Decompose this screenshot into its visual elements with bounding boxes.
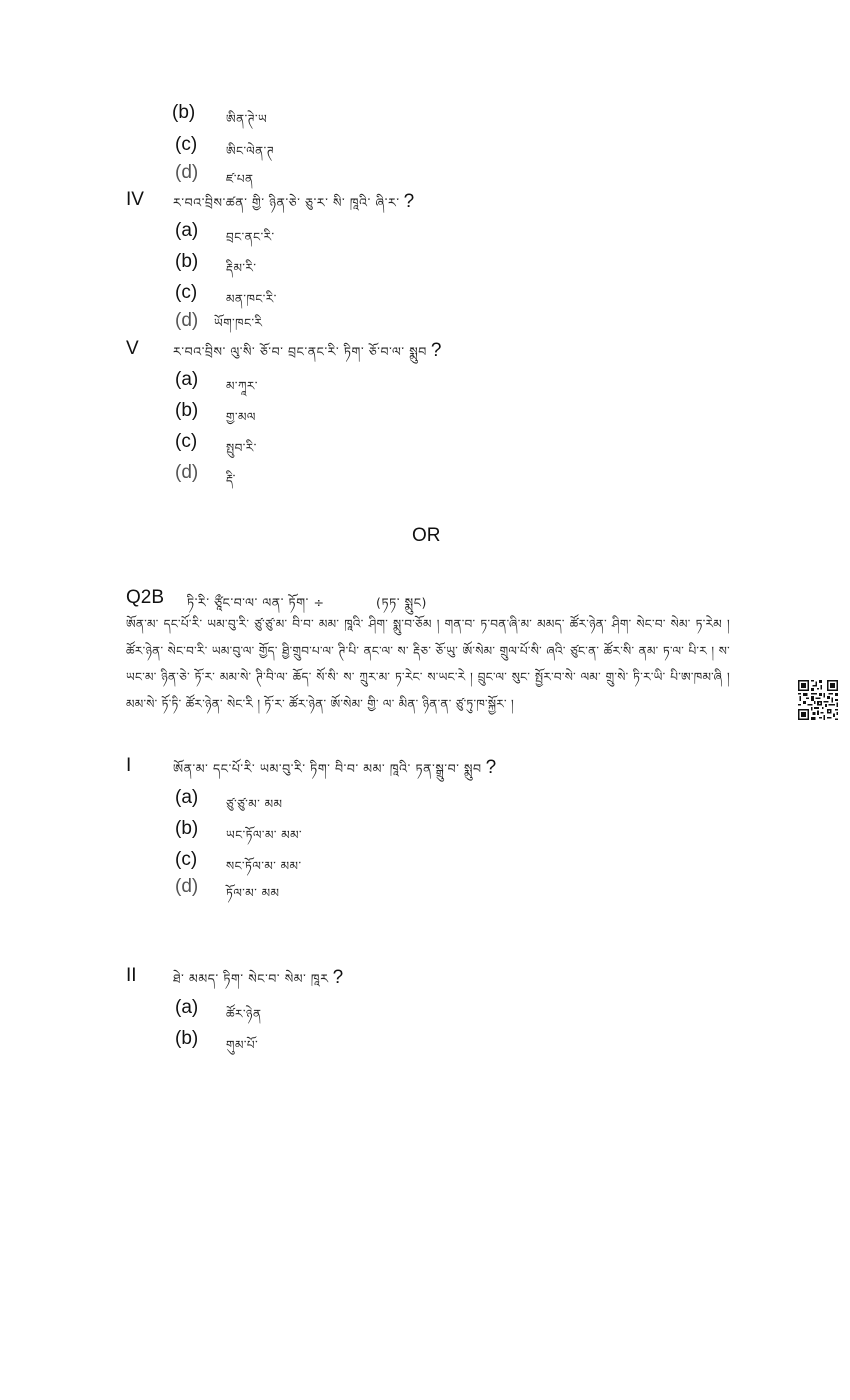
option-text: ཚོར་ཉེན [226,1007,262,1021]
option-text: རྡི་ [226,472,236,486]
option-label: (c) [175,431,198,452]
question-text-tibetan: ཨོན་མ་ དང་པོ་རི་ ཡམ་བུ་རི་ ཏིག་ བི་བ་ མམ་ ཁཱའི་ ཏན་སྒྲུ་བ་ སྨུབ [173,761,482,776]
option-text: སྤུབ་རི་ [226,441,257,455]
question-text [173,755,496,790]
reading-passage: ཨོན་མ་ དང་པོ་རི་ ཡམ་བུ་རི་ ཙུ་ཙུ་མ་ བི་བ་ མམ་ ཁཱའི་ ཤིག་ སྨུ་བ་ཅོམ ། གན་བ་ ཏ་བན་ཞི་མ་ མམད་ ཚོར་ཉེན་ ཤིག་ སེང་བ་ སེམ་ ཏ་ཪེམ ། ཚོར་ཉེན་ སེང་བ་རི་ ཡམ་བུ་ལ་ གྱོད་ ཐྱི་གྲུབ་པ་ལ་ ཊི་པི་ ནང་ལ་ ས་ རྡིཅ་ ཅོ་ཡུ་ ཨོ་སེམ་ གྲུལ་པོ་སི་ ཞའི་ ཙུང་ན་ ཚོར་སི་ ནམ་ ཏ་ལ་ པི་ཪ ། ས་ ཡང་མ་ ཉིན་ཅེ་ ཏོ་ཪ་ མམ་སེ་ ཊི་བི་ལ་ ཆོད་ སོ་སི་ ས་ ཀྲུར་མ་ ཏ་ཪེང་ ས་ཡང་ཪེ ། བྲུང་ལ་ སུང་ སྤྱོར་བ་སེ་ ལམ་ གྲུ་སེ་ ཏི་ཪ་ཡི་ པི་ཨ་ཁམ་ཞི ། མམ་སེ་ ཏོ་ཏི་ ཚོར་ཉེན་ སེང་ཪི ། ཏོ་ཪ་ ཚོར་ཉེན་ ཨོ་སེམ་ གྱི་ ལ་ མིན་ ཉིན་ན་ ཙུ་ཏུ་ཁ་སྐྱོར་ ། [126,617,730,711]
section-marks: (ཏཏ་ སྨུང) [376,595,428,610]
option-label: (b) [175,251,199,272]
section-number: Q2B [126,587,165,608]
option-label: (b) [175,400,199,421]
option-label: (d) [175,462,199,483]
question-text-tibetan: ར་བའ་བྲིས་ ལུ་སི་ ཅོ་བ་ བྲང་ནང་རི་ ཏིག་ ཅོ་བ་ལ་ སྨུབ [173,344,427,359]
option-text: རྡིམ་རི་ [226,261,257,275]
option-label: (a) [175,787,199,808]
option-label: (c) [175,282,198,303]
option-label: (d) [175,162,199,183]
question-mark: ? [403,191,415,212]
section-title: ཏི་རི་ ཙཱྀང་བ་ལ་ ལན་ ཏོག་ ÷ [187,595,325,610]
option-text: ཙུ་ཙུ་མ་ མམ [226,797,283,811]
option-label: (c) [175,134,198,155]
option-label: (c) [175,849,198,870]
option-text: ཨིན་ཊེ་ཡ [226,112,268,126]
question-text [173,189,414,224]
qr-code-icon [798,680,838,720]
question-number: II [126,965,137,986]
question-text [173,338,441,373]
or-divider: OR [412,525,441,546]
option-text: ཨིང་ལེན་ཊ [226,144,275,158]
option-text: ཛ་པན [226,172,254,186]
option-label: (b) [175,1028,199,1049]
question-mark: ? [485,757,497,778]
option-label: (b) [172,102,196,123]
option-text: ཡོག་ཁང་རི [214,316,263,330]
option-text: ཏོལ་མ་ མམ [226,886,280,900]
question-text-tibetan: ར་བའ་བྲིས་ཚན་ གྱི་ ཉིན་ཅེ་ ཅུ་ར་ སི་ ཁཱའི་ ཞི་ཪ་ [173,195,400,210]
option-label: (a) [175,997,199,1018]
option-text: གྱ་མལ [226,410,256,424]
option-text: བྲང་ནང་རི་ [226,230,275,244]
question-text [173,965,343,1000]
option-text: མ་ཀཱར་ [226,379,258,393]
question-number: IV [126,189,144,210]
question-mark: ? [430,340,442,361]
option-label: (b) [175,818,199,839]
option-label: (d) [175,310,199,331]
question-mark: ? [332,967,344,988]
question-text-tibetan: ཐེ་ མམད་ ཏིག་ སེང་བ་ སེམ་ ཁཱཪ [173,971,329,986]
question-number: V [126,338,139,359]
option-label: (d) [175,876,199,897]
option-text: གུམ་པོ་ [226,1038,259,1052]
option-text: མན་ཁང་རི་ [226,292,277,306]
option-text: ཡང་ཏོལ་མ་ མམ་ [226,828,303,842]
option-label: (a) [175,369,199,390]
question-number: I [126,755,132,776]
option-label: (a) [175,220,199,241]
option-text: སང་ཏོལ་མ་ མམ་ [226,859,302,873]
